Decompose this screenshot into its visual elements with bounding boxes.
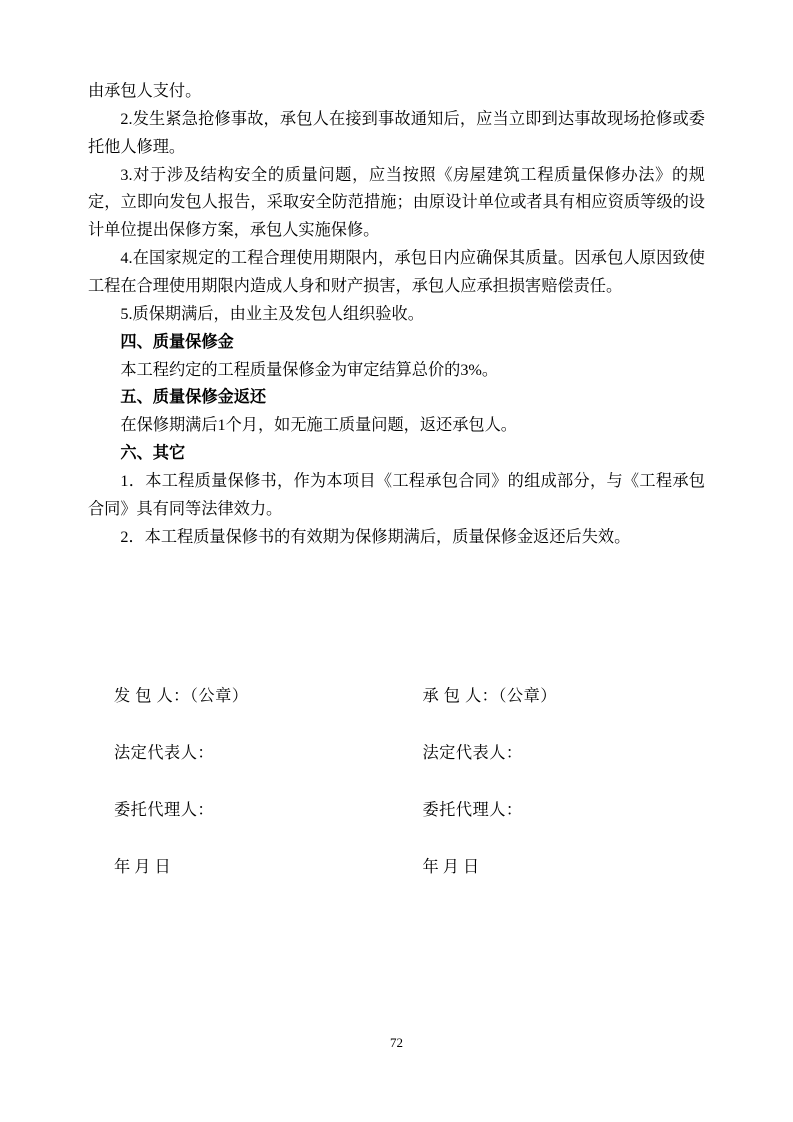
employer-seal-label: 发 包 人：（公章） <box>114 686 249 705</box>
page-number: 72 <box>390 1035 403 1050</box>
contractor-legal-rep-label: 法定代表人： <box>422 743 523 762</box>
paragraph-continuation: 由承包人支付。 <box>88 82 202 100</box>
paragraph-item-4: 4.在国家规定的工程合理使用期限内，承包日内应确保其质量。因承包人原因致使工程在合理使用期限内造成人身和财产损害，承包人应承担损害赔偿责任。 <box>88 249 705 296</box>
paragraph-item-2: 2.发生紧急抢修事故，承包人在接到事故通知后，应当立即到达事故现场抢修或委托他人修理。 <box>88 109 705 156</box>
signature-block <box>88 682 705 877</box>
signature-row-agent <box>88 796 705 820</box>
section-heading-four: 四、质量保修金 <box>120 332 234 351</box>
contractor-seal-label: 承 包 人：（公章） <box>422 686 557 705</box>
section-six-item-2: 2．本工程质量保修书的有效期为保修期满后，质量保修金返还后失效。 <box>120 527 631 546</box>
employer-date-label: 年 月 日 <box>114 857 171 876</box>
employer-agent-label: 委托代理人： <box>114 800 215 819</box>
section-four-body: 本工程约定的工程质量保修金为审定结算总价的3%。 <box>120 360 499 379</box>
section-heading-five: 五、质量保修金返还 <box>120 388 267 407</box>
signature-row-legal-rep <box>88 739 705 763</box>
section-five-body: 在保修期满后1个月，如无施工质量问题，返还承包人。 <box>120 416 517 435</box>
contractor-agent-label: 委托代理人： <box>422 800 523 819</box>
employer-legal-rep-label: 法定代表人： <box>114 743 215 762</box>
paragraph-item-5: 5.质保期满后，由业主及发包人组织验收。 <box>120 304 424 323</box>
document-body <box>88 78 705 552</box>
signature-row-parties <box>88 682 705 706</box>
paragraph-item-3: 3.对于涉及结构安全的质量问题，应当按照《房屋建筑工程质量保修办法》的规定，立即向发包人报告，采取安全防范措施；由原设计单位或者具有相应资质等级的设计单位提出保修方案，承包人实施保修。 <box>88 165 705 240</box>
section-six-item-1: 1．本工程质量保修书，作为本项目《工程承包合同》的组成部分，与《工程承包合同》具有同等法律效力。 <box>88 472 705 518</box>
contractor-date-label: 年 月 日 <box>422 857 480 876</box>
section-heading-six: 六、其它 <box>120 444 186 463</box>
signature-row-date <box>88 853 705 877</box>
